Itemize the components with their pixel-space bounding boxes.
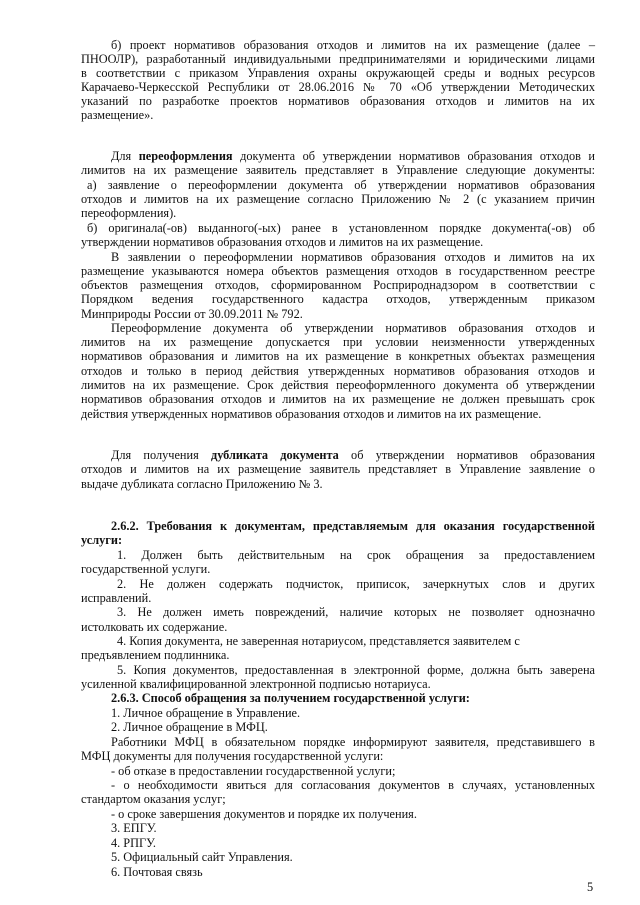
text-line: 1. Личное обращение в Управление. [111, 706, 301, 720]
text-line: Карачаево-Черкесской Республики от 28.06.2016 № 70 «Об утверждении Методических [81, 80, 595, 94]
text-line: отходов и лимитов на их размещение согласно Приложению № 2 (с указанием причин [81, 192, 595, 206]
text-line: стандартом оказания услуг; [81, 792, 226, 806]
text-line: б) оригинала(-ов) выданного(-ых) ранее в установленном порядке документа(-ов) об [87, 221, 595, 235]
text-line: а) заявление о переоформлении документа об утверждении нормативов образования [87, 178, 595, 192]
text-line: истолковать их содержание. [81, 620, 228, 634]
text-line: размещение». [81, 108, 154, 122]
text-line: 4. Копия документа, не заверенная нотариусом, представляется заявителем с [117, 634, 520, 648]
text-line: размещение указываются номера объектов размещения отходов в государственном реестре [81, 264, 595, 278]
text-line: Минприроды России от 30.09.2011 № 792. [81, 307, 303, 321]
text-line: нормативов образования и лимитов на их размещение в конкретных объектах размещения [81, 349, 595, 363]
text-line: Работники МФЦ в обязательном порядке информируют заявителя, представившего в [111, 735, 595, 749]
text-line: Переоформление документа об утверждении нормативов образования отходов и [111, 321, 595, 335]
text-line: В заявлении о переоформлении нормативов образования отходов и лимитов на их [111, 250, 595, 264]
text-line: нормативов образования отходов и лимитов на их размещение не должен превышать срок [81, 392, 595, 406]
text-line: б) проект нормативов образования отходов и лимитов на их размещение (далее – [111, 38, 595, 52]
text-line: отходов и лимитов на их размещение заявитель представляет в Управление заявление о [81, 462, 595, 476]
text-line: действия утвержденных нормативов образования отходов и лимитов на их размещение. [81, 407, 542, 421]
text-line: в соответствии с приказом Управления охраны окружающей среды и водных ресурсов [81, 66, 595, 80]
text-line: утверждении нормативов образования отходов и лимитов на их размещение. [81, 235, 484, 249]
text-line: 2. Личное обращение в МФЦ. [111, 720, 268, 734]
text-line: 6. Почтовая связь [111, 865, 203, 879]
text-line: - об отказе в предоставлении государственной услуги; [111, 764, 396, 778]
text-line: 2. Не должен содержать подчисток, приписок, зачеркнутых слов и других [117, 577, 595, 591]
text-line: объектов размещения отходов, сформированном Росприроднадзором в соответствии с [81, 278, 595, 292]
section-heading: 2.6.2. Требования к документам, представляемым для оказания государственной [111, 519, 595, 533]
text-line: лимитов на их размещение заявитель представляет в Управление следующие документы: [81, 163, 595, 177]
text-line: предъявлением подлинника. [81, 648, 230, 662]
text-line: 3. Не должен иметь повреждений, наличие которых не позволяет однозначно [117, 605, 595, 619]
text-line: усиленной квалифицированной электронной подписью нотариуса. [81, 677, 431, 691]
duplicate-intro: Для получения дубликата документа об утверждении нормативов образования [111, 448, 595, 462]
text-line: лимитов на их размещение допускается при условии неизменности утвержденных [81, 335, 595, 349]
page-number: 5 [587, 880, 594, 894]
text-line: - о необходимости явиться для согласования документов в случаях, установленных [111, 778, 595, 792]
text-line: исправлений. [81, 591, 152, 605]
section-heading: 2.6.3. Способ обращения за получением государственной услуги: [111, 691, 470, 705]
text-line: Порядком ведения государственного кадастра отходов, утвержденным приказом [81, 292, 595, 306]
text-line: 5. Копия документов, предоставленная в электронной форме, должна быть заверена [117, 663, 595, 677]
text-line: государственной услуги. [81, 562, 211, 576]
section-heading-cont: услуги: [81, 533, 123, 547]
text-line: лимитов на их размещение. Срок действия переоформленного документа об утверждении [81, 378, 595, 392]
text-line: ПНООЛР), разработанный индивидуальными предпринимателями и юридическими лицами [81, 52, 595, 66]
text-line: 1. Должен быть действительным на срок обращения за предоставлением [117, 548, 595, 562]
reissue-intro: Для переоформления документа об утверждении нормативов образования отходов и [111, 149, 595, 163]
text-line: МФЦ документы для получения государственной услуги: [81, 749, 384, 763]
text-line: 3. ЕПГУ. [111, 821, 157, 835]
text-line: - о сроке завершения документов и порядке их получения. [111, 807, 417, 821]
text-line: 5. Официальный сайт Управления. [111, 850, 293, 864]
text-line: 4. РПГУ. [111, 836, 156, 850]
text-line: выдаче дубликата согласно Приложению № 3. [81, 477, 323, 491]
text-line: переоформления). [81, 206, 177, 220]
text-line: отходов и только в период действия утвержденных нормативов образования отходов и [81, 364, 595, 378]
reissue-bold-term: переоформления [138, 149, 233, 163]
duplicate-bold-term: дубликата документа [210, 448, 339, 462]
text-line: указаний по разработке проектов нормативов образования отходов и лимитов на их [81, 94, 595, 108]
